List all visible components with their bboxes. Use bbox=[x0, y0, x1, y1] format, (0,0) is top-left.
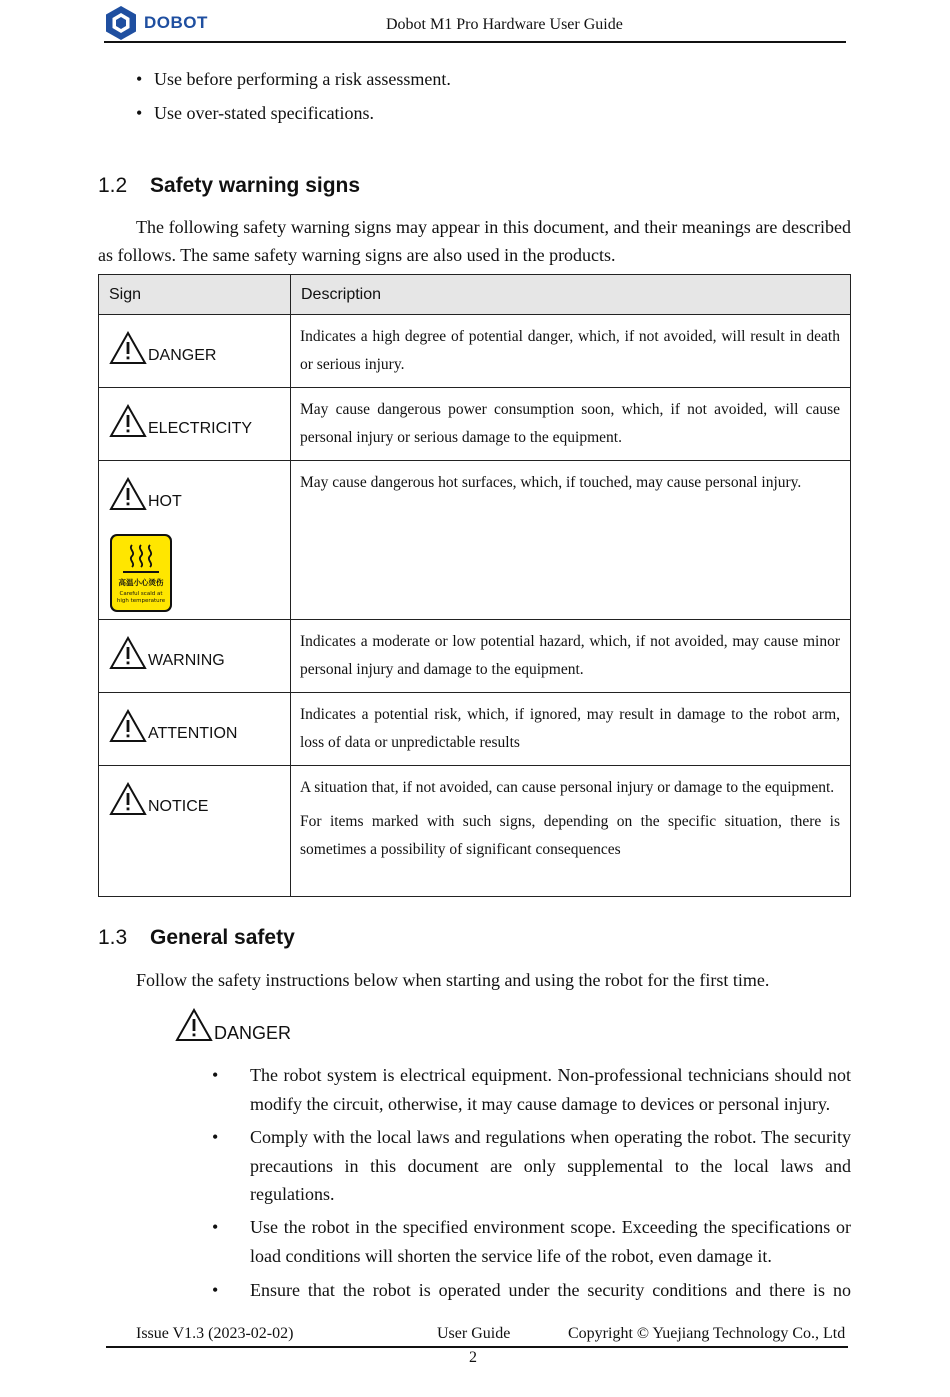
svg-text:Careful scald at: Careful scald at bbox=[119, 591, 163, 597]
description-text: Indicates a moderate or low potential hazard, which, if not avoided, may cause minor personal injury and damage to the equipment. bbox=[300, 633, 840, 678]
page-number: 2 bbox=[469, 1349, 477, 1366]
table-row bbox=[99, 315, 851, 388]
warning-triangle-icon bbox=[109, 636, 147, 670]
list-item-text: Use over-stated specifications. bbox=[154, 103, 375, 123]
section-heading bbox=[98, 174, 360, 198]
warning-triangle-icon bbox=[109, 709, 147, 743]
document-title: Dobot M1 Pro Hardware User Guide bbox=[386, 16, 623, 33]
list-item bbox=[136, 69, 451, 90]
sign-label: WARNING bbox=[148, 652, 225, 669]
column-header: Description bbox=[291, 275, 851, 315]
list-item bbox=[212, 1123, 851, 1209]
section-intro: The following safety warning signs may appear in this document, and their meanings are described as follows. The same safety warning signs are also used in the products. bbox=[98, 217, 851, 265]
section-number: 1.3 bbox=[98, 926, 128, 949]
footer-doc-type: User Guide bbox=[437, 1325, 511, 1342]
table-header-row bbox=[99, 275, 851, 315]
description-cell bbox=[291, 693, 851, 766]
sign-cell bbox=[99, 766, 291, 897]
warning-triangle-icon bbox=[175, 1008, 213, 1042]
table-row bbox=[99, 388, 851, 461]
sign-cell bbox=[99, 461, 291, 620]
warning-triangle-icon bbox=[109, 331, 147, 365]
footer-rule bbox=[106, 1346, 848, 1348]
list-item-text: Comply with the local laws and regulations when operating the robot. The security precautions in this document are only supplemental to the local laws and regulations. bbox=[250, 1127, 851, 1204]
warning-triangle-icon bbox=[109, 404, 147, 438]
table-row bbox=[99, 766, 851, 897]
description-text: May cause dangerous power consumption soon, which, if not avoided, will cause personal injury or serious damage to the equipment. bbox=[300, 401, 840, 446]
sign-label: ATTENTION bbox=[148, 725, 238, 742]
list-item-text: Ensure that the robot is operated under the security conditions and there is no bbox=[250, 1280, 851, 1300]
bullet-dot: • bbox=[212, 1217, 219, 1237]
bullet-dot: • bbox=[136, 103, 143, 123]
description-text: A situation that, if not avoided, can cause personal injury or damage to the equipment. bbox=[300, 779, 835, 796]
description-cell bbox=[291, 388, 851, 461]
sign-cell bbox=[99, 693, 291, 766]
sign-label: ELECTRICITY bbox=[148, 420, 253, 437]
column-header: Sign bbox=[99, 275, 291, 315]
section-intro: Follow the safety instructions below when starting and using the robot for the first time. bbox=[136, 970, 770, 990]
list-item bbox=[212, 1061, 851, 1118]
list-item-text: Use the robot in the specified environment scope. Exceeding the specifications or load conditions will shorten the service life of the robot, even damage it. bbox=[250, 1217, 851, 1266]
bullet-dot: • bbox=[136, 69, 143, 89]
description-text: May cause dangerous hot surfaces, which, if touched, may cause personal injury. bbox=[300, 474, 802, 491]
description-cell bbox=[291, 620, 851, 693]
table-row bbox=[99, 461, 851, 620]
svg-text:高温小心烫伤: 高温小心烫伤 bbox=[118, 578, 164, 587]
logo-text: DOBOT bbox=[144, 13, 208, 32]
section-heading bbox=[98, 926, 295, 950]
bullet-dot: • bbox=[212, 1280, 219, 1300]
sign-label: DANGER bbox=[148, 347, 217, 364]
svg-text:high temperature: high temperature bbox=[116, 598, 166, 604]
list-item-text: The robot system is electrical equipment. Non-professional technicians should not modify the circuit, otherwise, it may cause damage to devices or personal injury. bbox=[250, 1065, 851, 1114]
list-item bbox=[212, 1276, 851, 1305]
list-item-text: Use before performing a risk assessment. bbox=[154, 69, 451, 89]
sign-label: NOTICE bbox=[148, 798, 209, 815]
danger-callout-heading bbox=[175, 1008, 291, 1042]
section-title: Safety warning signs bbox=[150, 174, 361, 197]
sign-cell bbox=[99, 315, 291, 388]
description-cell bbox=[291, 461, 851, 620]
dobot-logo bbox=[104, 4, 234, 42]
header-rule bbox=[104, 41, 846, 43]
bullet-dot: • bbox=[212, 1065, 219, 1085]
bullet-dot: • bbox=[212, 1127, 219, 1147]
description-text: Indicates a high degree of potential danger, which, if not avoided, will result in death or serious injury. bbox=[300, 328, 840, 373]
footer-issue: Issue V1.3 (2023-02-02) bbox=[136, 1325, 294, 1342]
list-item bbox=[212, 1213, 851, 1270]
section-number: 1.2 bbox=[98, 174, 128, 197]
safety-signs-table bbox=[98, 274, 851, 897]
sign-cell bbox=[99, 620, 291, 693]
sign-cell bbox=[99, 388, 291, 461]
warning-triangle-icon bbox=[109, 477, 147, 511]
description-text: Indicates a potential risk, which, if ignored, may result in damage to the robot arm, loss of data or unpredictable results bbox=[300, 706, 840, 751]
footer-copyright: Copyright © Yuejiang Technology Co., Ltd bbox=[568, 1325, 846, 1342]
sign-label: HOT bbox=[148, 493, 182, 510]
dobot-hexagon-icon bbox=[104, 5, 138, 41]
section-title: General safety bbox=[150, 926, 295, 949]
warning-triangle-icon bbox=[109, 782, 147, 816]
danger-label: DANGER bbox=[214, 1023, 292, 1043]
table-row bbox=[99, 620, 851, 693]
description-cell bbox=[291, 766, 851, 897]
table-row bbox=[99, 693, 851, 766]
description-cell bbox=[291, 315, 851, 388]
hot-surface-label-icon bbox=[109, 533, 173, 613]
list-item bbox=[136, 103, 374, 124]
description-text: For items marked with such signs, depending on the specific situation, there is sometimes a possibility of significant consequences bbox=[300, 813, 840, 858]
